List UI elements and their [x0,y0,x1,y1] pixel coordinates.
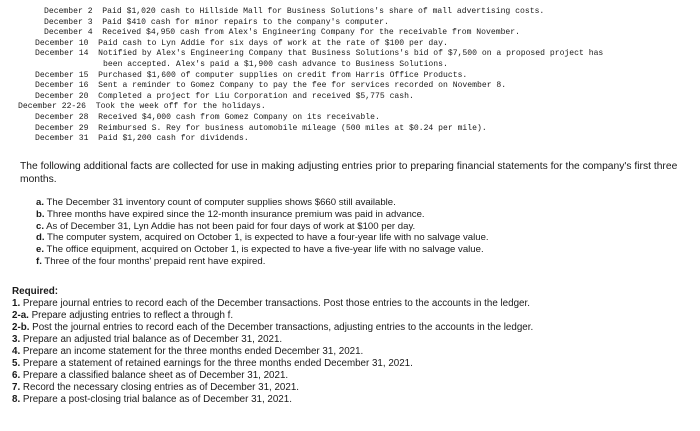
transaction-row [18,102,266,113]
transaction-date: December 28 [35,113,89,122]
required-label: 1. [12,297,21,309]
transaction-row [35,92,414,103]
transaction-date: December 15 [35,70,89,80]
required-text: Prepare journal entries to record each of the December transactions. Post those entries to the accounts in the ledger. [22,297,530,309]
transaction-text: Received $4,000 cash from Gomez Company on its receivable. [98,113,380,122]
transaction-text: Took the week off for the holidays. [95,102,266,112]
required-text: Post the journal entries to record each of the December transactions, adjusting entries to the accounts in the ledger. [32,321,534,333]
fact-text: As of December 31, Lyn Addie has not been paid for four days of work at $100 per day. [46,220,416,232]
required-label: 5. [12,358,21,370]
fact-item [36,232,676,244]
transaction-text: Paid cash to Lyn Addie for six days of work at the rate of $100 per day. [98,38,448,48]
fact-text: The office equipment, acquired on October 1, is expected to have a five-year life with no salvage value. [46,244,484,256]
transaction-text: Completed a project for Liu Corporation and received $5,775 cash. [98,91,414,101]
required-label: 8. [12,394,21,406]
fact-text: The computer system, acquired on October 1, is expected to have a four-year life with no salvage value. [47,232,489,244]
transaction-row [35,71,467,82]
intro-paragraph: The following additional facts are collected for use in making adjusting entries prior to preparing financial statements for the company's first three months. [20,161,678,185]
transaction-date: December 16 [35,81,89,91]
fact-text: Three months have expired since the 12-month insurance premium was paid in advance. [47,208,425,220]
transaction-row [35,49,603,60]
transaction-date: December 3 [44,17,93,27]
transaction-row [44,18,389,29]
transaction-text: Received $4,950 cash from Alex's Engineering Company for the receivable from November. [102,28,521,38]
required-label: 2-a. [12,309,29,321]
required-text: Prepare a statement of retained earnings for the three months ended December 31, 2021. [22,358,413,370]
transaction-date: December 20 [35,91,89,101]
required-text: Prepare a post-closing trial balance as of December 31, 2021. [22,394,292,406]
transaction-row [35,124,487,135]
fact-item [36,221,676,233]
required-section [12,286,692,406]
transaction-date: December 22-26 [18,102,86,112]
required-label: 7. [12,382,21,394]
transaction-date: December 10 [35,38,89,48]
required-heading: Required: [12,286,59,297]
transaction-date: December 31 [35,134,89,144]
fact-item [36,256,676,268]
transaction-date: December 2 [44,7,93,16]
fact-item [36,209,676,221]
transaction-text: Reimbursed S. Rey for business automobile mileage (500 miles at $0.24 per mile). [98,123,487,133]
required-item [12,298,692,310]
transaction-row [35,113,380,124]
required-item [12,370,692,382]
transaction-text: Paid $1,020 cash to Hillside Mall for Business Solutions's share of mall advertising costs. [102,7,545,16]
fact-label: d. [36,232,45,244]
required-text: Prepare an income statement for the three months ended December 31, 2021. [22,345,364,357]
transaction-date: December 4 [44,28,93,38]
fact-label: b. [36,208,45,220]
fact-item [36,244,676,256]
required-item [12,334,692,346]
adjusting-facts-list [36,197,676,268]
required-text: Record the necessary closing entries as of December 31, 2021. [22,382,299,394]
transaction-text: Sent a reminder to Gomez Company to pay the fee for services recorded on November 8. [98,81,507,91]
required-text: Prepare adjusting entries to reflect a through f. [31,309,234,321]
fact-item [36,197,676,209]
transaction-text: Paid $410 cash for minor repairs to the company's computer. [102,17,389,27]
required-item [12,394,692,406]
transaction-row [35,81,506,92]
fact-label: e. [36,244,45,256]
fact-label: a. [36,197,45,208]
transaction-text: Purchased $1,600 of computer supplies on credit from Harris Office Products. [98,70,468,80]
fact-text: Three of the four months' prepaid rent have expired. [44,255,266,267]
transactions-list [18,7,700,147]
fact-text: The December 31 inventory count of computer supplies shows $660 still available. [46,197,396,208]
transaction-row [35,134,249,145]
fact-label: c. [36,220,45,232]
transaction-text: been accepted. Alex's paid a $1,900 cash advance to Business Solutions. [103,60,448,69]
required-item [12,382,692,394]
required-item [12,310,692,322]
required-label: 3. [12,333,21,345]
required-item [12,322,692,334]
required-label: 6. [12,370,21,382]
fact-label: f. [36,255,42,267]
transaction-text: Paid $1,200 cash for dividends. [98,134,249,144]
required-text: Prepare an adjusted trial balance as of December 31, 2021. [22,333,283,345]
required-item [12,346,692,358]
transaction-text: Notified by Alex's Engineering Company that Business Solutions's bid of $7,500 on a proposed project has [98,49,604,59]
transaction-row [35,39,448,50]
transaction-row [44,7,544,18]
transaction-continuation [103,60,448,71]
required-item [12,358,692,370]
required-label: 2-b. [12,321,30,333]
transaction-row [44,28,520,39]
transaction-date: December 29 [35,123,89,133]
required-label: 4. [12,345,21,357]
required-text: Prepare a classified balance sheet as of December 31, 2021. [22,370,289,382]
transaction-date: December 14 [35,49,89,59]
